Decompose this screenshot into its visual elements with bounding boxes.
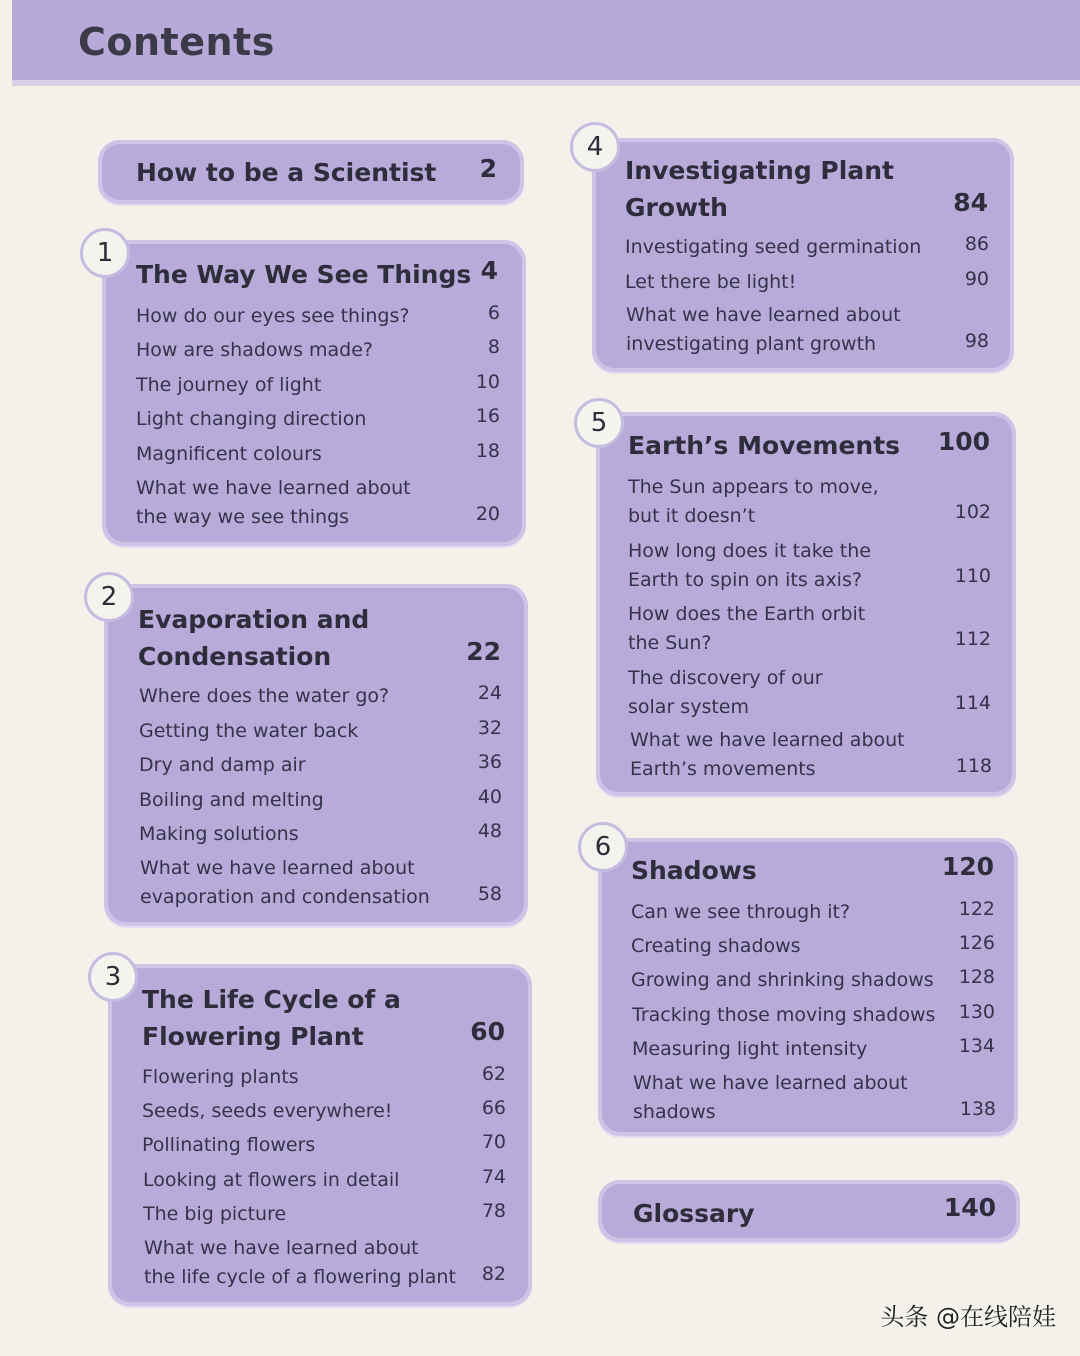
chapter-5-title: Earth’s Movements [628, 431, 901, 460]
chapter-1-item[interactable]: How are shadows made? [136, 339, 373, 361]
chapter-1-item[interactable]: The journey of light [136, 374, 322, 396]
chapter-3-item-page: 74 [481, 1166, 506, 1188]
watermark: 头条 @在线陪娃 [880, 1303, 1056, 1331]
chapter-1-item-page: 6 [487, 302, 500, 324]
chapter-5-item[interactable]: What we have learned about Earth’s movements [630, 729, 905, 780]
chapter-3-item[interactable]: Seeds, seeds everywhere! [142, 1100, 393, 1122]
chapter-2-item[interactable]: Where does the water go? [139, 685, 390, 707]
chapter-5-item-page: 110 [954, 565, 991, 587]
chapter-3-item-page: 66 [481, 1097, 506, 1119]
chapter-1-item[interactable]: Magnificent colours [136, 443, 322, 465]
chapter-1-item[interactable]: How do our eyes see things? [136, 305, 410, 327]
chapter-6-item[interactable]: Growing and shrinking shadows [631, 969, 934, 991]
chapter-4-item[interactable]: Let there be light! [625, 271, 797, 293]
chapter-5-page: 100 [937, 427, 990, 456]
chapter-3-item-page: 78 [481, 1200, 506, 1222]
chapter-1-badge: 1 [80, 228, 130, 278]
chapter-3-item[interactable]: Pollinating flowers [142, 1134, 316, 1156]
chapter-2-item-page: 36 [477, 751, 502, 773]
chapter-3-item[interactable]: Looking at flowers in detail [143, 1169, 400, 1191]
chapter-6-item-page: 128 [958, 966, 995, 988]
chapter-6-item[interactable]: Creating shadows [631, 935, 801, 957]
chapter-1-item-page: 10 [475, 371, 500, 393]
chapter-1-item-page: 20 [475, 503, 500, 525]
chapter-1-page: 4 [480, 256, 498, 285]
chapter-5-item-page: 118 [955, 755, 992, 777]
chapter-6-item-page: 134 [958, 1035, 995, 1057]
chapter-6-item[interactable]: What we have learned about shadows [633, 1072, 908, 1123]
page-title: Contents [78, 20, 275, 64]
chapter-2-item[interactable]: Dry and damp air [139, 754, 306, 776]
chapter-5-item-page: 112 [954, 628, 991, 650]
chapter-2-badge: 2 [84, 572, 134, 622]
chapter-4-item[interactable]: Investigating seed germination [625, 236, 922, 258]
chapter-3-page: 60 [470, 1017, 505, 1046]
glossary-page: 140 [943, 1193, 996, 1222]
chapter-2-item-page: 40 [477, 786, 502, 808]
chapter-2-item-page: 32 [477, 717, 502, 739]
chapter-3-badge: 3 [88, 952, 138, 1002]
chapter-3-item-page: 82 [481, 1263, 506, 1285]
chapter-6-item-page: 122 [958, 898, 995, 920]
chapter-2-title: Evaporation and Condensation [138, 605, 370, 671]
chapter-5-item[interactable]: How long does it take the Earth to spin on its axis? [628, 540, 871, 591]
chapter-3-item[interactable]: Flowering plants [142, 1066, 299, 1088]
chapter-4-page: 84 [953, 188, 988, 217]
chapter-3-item-page: 62 [481, 1063, 506, 1085]
chapter-4-title: Investigating Plant Growth [625, 156, 894, 222]
chapter-2-item[interactable]: Getting the water back [139, 720, 359, 742]
chapter-2-item[interactable]: Boiling and melting [139, 789, 324, 811]
chapter-3-item[interactable]: What we have learned about the life cycle of a flowering plant [144, 1237, 456, 1288]
chapter-1-item-page: 18 [475, 440, 500, 462]
chapter-6-item[interactable]: Measuring light intensity [632, 1038, 868, 1060]
chapter-1-title: The Way We See Things [136, 260, 472, 289]
chapter-2-item[interactable]: What we have learned about evaporation and condensation [140, 857, 430, 908]
chapter-5-item-page: 114 [954, 692, 991, 714]
chapter-1-item-page: 8 [487, 336, 500, 358]
chapter-6-page: 120 [941, 852, 994, 881]
chapter-6-title: Shadows [631, 856, 757, 885]
chapter-3-title: The Life Cycle of a Flowering Plant [142, 985, 401, 1051]
chapter-5-badge: 5 [574, 398, 624, 448]
chapter-5-item[interactable]: The Sun appears to move, but it doesn’t [628, 476, 879, 527]
chapter-3-item[interactable]: The big picture [143, 1203, 287, 1225]
chapter-4-item[interactable]: What we have learned about investigating plant growth [626, 304, 901, 355]
chapter-6-item[interactable]: Can we see through it? [631, 901, 851, 923]
chapter-5-item-page: 102 [954, 501, 991, 523]
chapter-6-item-page: 138 [959, 1098, 996, 1120]
chapter-2-item-page: 24 [477, 682, 502, 704]
chapter-6-item[interactable]: Tracking those moving shadows [632, 1004, 936, 1026]
chapter-6-item-page: 130 [958, 1001, 995, 1023]
chapter-3-item-page: 70 [481, 1131, 506, 1153]
header-divider [12, 80, 1080, 86]
chapter-5-item[interactable]: The discovery of our solar system [628, 667, 823, 718]
chapter-1-item-page: 16 [475, 405, 500, 427]
chapter-4-item-page: 90 [964, 268, 989, 290]
chapter-2-item[interactable]: Making solutions [139, 823, 299, 845]
chapter-5-item[interactable]: How does the Earth orbit the Sun? [628, 603, 866, 654]
chapter-2-item-page: 58 [477, 883, 502, 905]
chapter-2-item-page: 48 [477, 820, 502, 842]
chapter-4-badge: 4 [570, 122, 620, 172]
chapter-2-page: 22 [466, 637, 501, 666]
chapter-6-item-page: 126 [958, 932, 995, 954]
chapter-4-item-page: 98 [964, 330, 989, 352]
chapter-6-badge: 6 [578, 822, 628, 872]
how-to-title: How to be a Scientist [136, 158, 437, 187]
chapter-4-item-page: 86 [964, 233, 989, 255]
glossary-title: Glossary [633, 1199, 755, 1228]
how-to-page: 2 [479, 154, 497, 183]
chapter-1-item[interactable]: Light changing direction [136, 408, 367, 430]
chapter-1-item[interactable]: What we have learned about the way we see things [136, 477, 411, 528]
